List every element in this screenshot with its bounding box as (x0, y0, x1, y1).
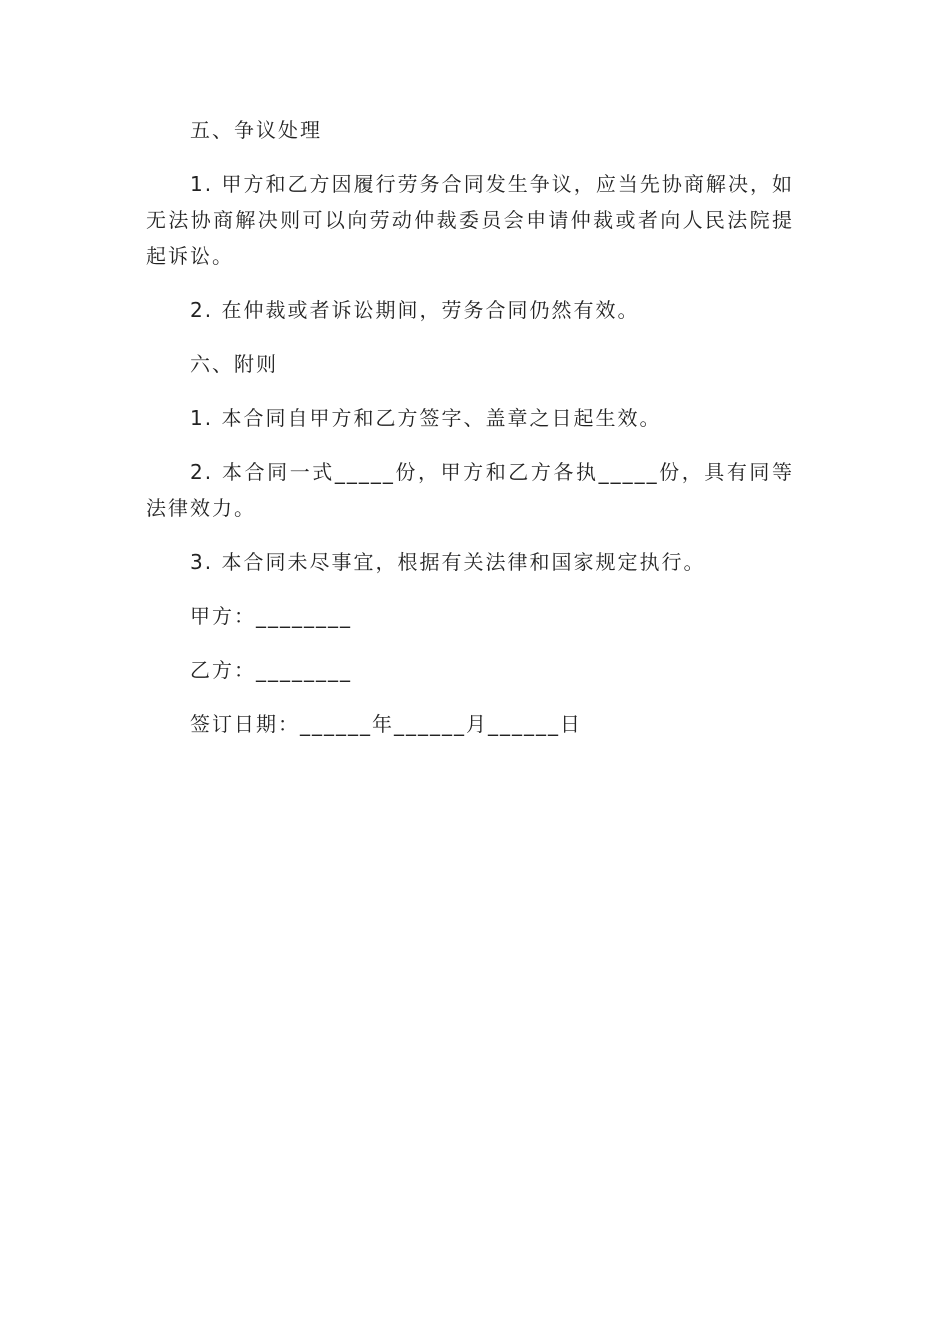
party-b-signature-line: 乙方：________ (190, 658, 352, 682)
document-body (146, 112, 794, 760)
section-6-paragraph-1: 1. 本合同自甲方和乙方签字、盖章之日起生效。 (190, 406, 662, 430)
section-5-paragraph-1: 1. 甲方和乙方因履行劳务合同发生争议，应当先协商解决，如无法协商解决则可以向劳动仲裁委员会申请仲裁或者向人民法院提起诉讼。 (146, 172, 794, 268)
party-a-signature-line: 甲方：________ (190, 604, 352, 628)
signing-date-line: 签订日期：______年______月______日 (190, 712, 582, 736)
section-6-heading: 六、附则 (190, 352, 278, 376)
section-5-paragraph-2: 2. 在仲裁或者诉讼期间，劳务合同仍然有效。 (190, 298, 640, 322)
section-6-paragraph-2: 2. 本合同一式_____份，甲方和乙方各执_____份，具有同等法律效力。 (146, 460, 794, 520)
section-5-heading: 五、争议处理 (190, 118, 322, 142)
section-6-paragraph-3: 3. 本合同未尽事宜，根据有关法律和国家规定执行。 (190, 550, 706, 574)
